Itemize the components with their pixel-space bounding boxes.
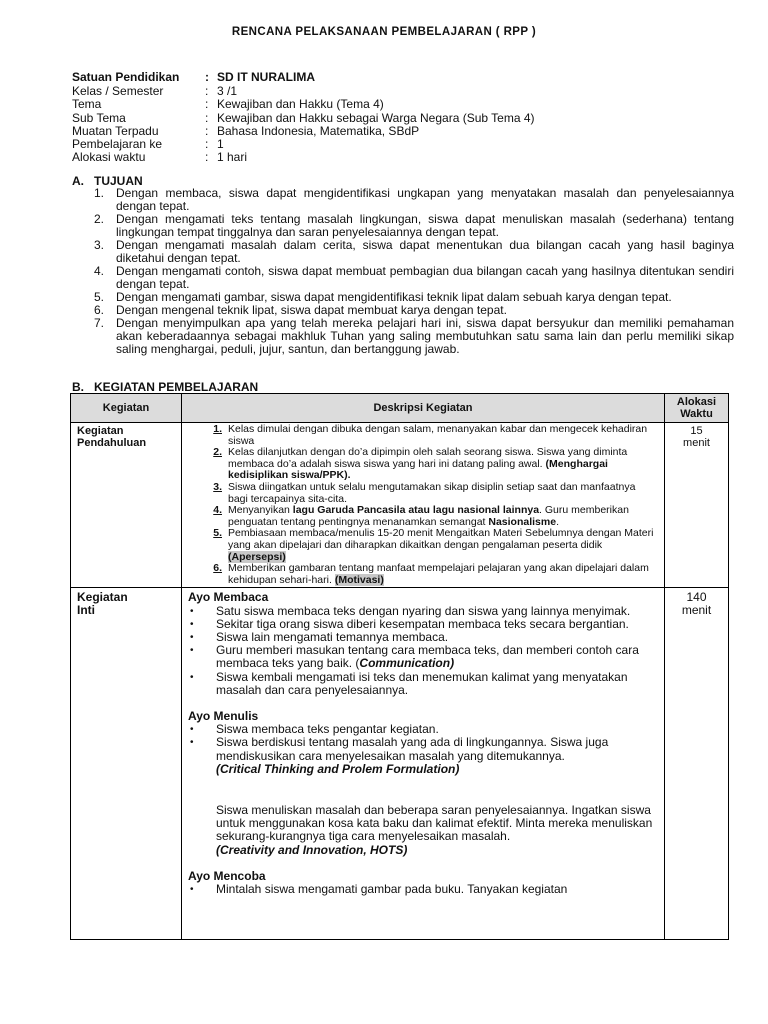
goal-text: Dengan mengamati masalah dalam cerita, siswa dapat menentukan dua bilangan cacah yang hasil baginya diketahui dengan tepat. <box>116 238 734 265</box>
step-text: Kelas dimulai dengan dibuka dengan salam, menanyakan kabar dan mengecek kehadiran siswa <box>228 423 648 447</box>
header-activity: Kegiatan <box>71 394 182 423</box>
section-b-heading <box>72 380 258 394</box>
identity-label: Tema <box>72 97 102 112</box>
item-text: Siswa membaca teks pengantar kegiatan. <box>216 722 439 737</box>
goal-number: 7. <box>94 316 105 330</box>
list-item <box>182 424 658 447</box>
bullet: • <box>190 631 194 643</box>
list-item <box>182 447 658 482</box>
pendahuluan-label: Kegiatan Pendahuluan <box>71 423 182 588</box>
inti-label <box>71 588 182 940</box>
ayo-menulis-heading: Ayo Menulis <box>188 708 259 723</box>
identity-separator: : <box>205 123 209 138</box>
time-value: 15 <box>690 425 703 437</box>
inti-description <box>182 588 665 940</box>
step-emphasis: lagu Garuda Pancasila atau lagu nasional lainnya <box>292 504 540 517</box>
goal-number: 1. <box>94 186 105 200</box>
step-tag: (Motivasi) <box>334 573 384 586</box>
identity-row-time <box>72 151 535 164</box>
identity-label: Muatan Terpadu <box>72 123 159 138</box>
pendahuluan-description <box>182 423 665 588</box>
time-value: 140 <box>686 590 707 605</box>
bullet: • <box>190 645 194 657</box>
identity-separator: : <box>205 70 209 84</box>
goal-number: 4. <box>94 264 105 278</box>
goal-text: Dengan membaca, siswa dapat mengidentifikasi ungkapan yang menyatakan masalah dan penyelesaiannya dengan tepat. <box>116 186 734 213</box>
page-title: RENCANA PELAKSANAAN PEMBELAJARAN ( RPP ) <box>231 26 537 38</box>
identity-block <box>72 71 535 164</box>
list-item <box>182 528 658 563</box>
item-text: Siswa kembali mengamati isi teks dan menemukan kalimat yang menyatakan masalah dan cara penyelesaiannya. <box>216 669 628 697</box>
identity-separator: : <box>205 84 209 99</box>
item-text: Mintalah siswa mengamati gambar pada buku. Tanyakan kegiatan <box>216 881 568 896</box>
goal-text: Dengan mengamati teks tentang masalah lingkungan, siswa dapat menuliskan masalah (sederhana) tentang lingkungan tempat tinggalnya dan saran penyelesaiannya dengan tepat. <box>116 212 734 239</box>
goal-number: 5. <box>94 290 105 304</box>
goal-text: Dengan mengamati contoh, siswa dapat membuat pembagian dua bilangan cacah yang hasilnya ditentukan sendiri dengan tepat. <box>116 264 734 291</box>
header-time: Alokasi Waktu <box>665 394 729 423</box>
goal-number: 3. <box>94 238 105 252</box>
step-text: Pembiasaan membaca/menulis 15-20 menit Mengaitkan Materi Sebelumnya dengan Materi yang akan dipelajari dan diharapkan dikaitkan dengan pengalaman peserta didik <box>228 527 654 551</box>
step-emphasis-2: Nasionalisme <box>488 515 557 528</box>
ayo-membaca-list <box>188 605 658 697</box>
list-item <box>188 605 658 618</box>
goal-text: Dengan menyimpulkan apa yang telah mereka pelajari hari ini, siswa dapat bersyukur dan memiliki pemahaman akan keberadaannya sebagai makhluk Tuhan yang saling membutuhkan satu sama lain dan perlu memiliki sikap saling menghargai, peduli, jujur, santun, dan bertanggung jawab. <box>116 316 734 356</box>
goal-item <box>94 187 734 213</box>
table-row-inti <box>71 588 729 940</box>
goal-item <box>94 239 734 265</box>
goal-item <box>94 317 734 356</box>
list-item <box>188 644 658 670</box>
list-item <box>188 736 658 776</box>
item-emphasis: Communication) <box>359 656 455 671</box>
item-text: Satu siswa membaca teks dengan nyaring dan siswa yang lainnya menyimak. <box>216 603 631 618</box>
goal-number: 2. <box>94 212 105 226</box>
identity-label: Kelas / Semester <box>72 84 164 99</box>
identity-separator: : <box>205 110 209 125</box>
inti-time <box>665 588 729 940</box>
item-text: Sekitar tiga orang siswa diberi kesempatan membaca teks secara bergantian. <box>216 616 629 631</box>
identity-value: Kewajiban dan Hakku sebagai Warga Negara (Sub Tema 4) <box>217 110 535 125</box>
time-unit: menit <box>683 437 710 449</box>
ayo-mencoba-list <box>188 883 658 896</box>
identity-value: 1 <box>217 137 224 152</box>
goal-text: Dengan mengamati gambar, siswa dapat mengidentifikasi teknik lipat dalam sebuah karya dengan tepat. <box>116 290 672 304</box>
item-emphasis: (Creativity and Innovation, HOTS) <box>216 842 408 857</box>
identity-label: Pembelajaran ke <box>72 137 163 152</box>
step-number: 6. <box>213 562 222 575</box>
inti-label-line2: Inti <box>77 603 95 618</box>
identity-value: Kewajiban dan Hakku (Tema 4) <box>217 97 384 112</box>
identity-value: SD IT NURALIMA <box>217 70 315 84</box>
goal-text: Dengan mengenal teknik lipat, siswa dapat membuat karya dengan tepat. <box>116 303 507 317</box>
bullet: • <box>190 618 194 630</box>
table-row-pendahuluan <box>71 423 729 588</box>
bullet: • <box>190 737 194 749</box>
table-header-row <box>71 394 729 423</box>
bullet: • <box>190 671 194 683</box>
item-emphasis: (Critical Thinking and Prolem Formulation) <box>216 761 460 776</box>
list-item <box>188 883 658 896</box>
step-text-pre: Menyanyikan <box>228 504 293 517</box>
identity-row-subtheme <box>72 112 535 125</box>
list-item <box>188 618 658 631</box>
goal-item <box>94 213 734 239</box>
section-number: A. <box>72 174 84 188</box>
identity-row-theme <box>72 98 535 111</box>
identity-label: Sub Tema <box>72 110 126 125</box>
step-tag: (Apersepsi) <box>228 550 286 563</box>
goal-item <box>94 265 734 291</box>
item-text: Guru memberi masukan tentang cara membaca teks, dan memberi contoh cara membaca teks yang baik. ( <box>216 643 639 671</box>
goal-number: 6. <box>94 303 105 317</box>
step-number: 3. <box>213 480 222 493</box>
bullet: • <box>190 605 194 617</box>
section-title: TUJUAN <box>94 174 143 188</box>
list-item <box>188 671 658 697</box>
list-item <box>182 563 658 586</box>
item-text: Siswa lain mengamati temannya membaca. <box>216 629 449 644</box>
section-number: B. <box>72 380 84 394</box>
ayo-menulis-list <box>188 723 658 776</box>
step-text: Memberikan gambaran tentang manfaat mempelajari pelajaran yang akan dipelajari dalam kehidupan sehari-hari. <box>228 562 649 586</box>
identity-value: 1 hari <box>217 150 248 165</box>
ayo-mencoba-heading: Ayo Mencoba <box>188 868 266 883</box>
identity-row-school <box>72 71 535 84</box>
step-number: 2. <box>213 446 222 459</box>
step-text-post: . <box>556 515 559 528</box>
list-item <box>182 482 658 505</box>
section-title: KEGIATAN PEMBELAJARAN <box>94 380 259 394</box>
step-text: . Guru memberikan penguatan tentang pentingnya menanamkan semangat <box>228 504 629 528</box>
item-text: Siswa menuliskan masalah dan beberapa saran penyelesaiannya. Ingatkan siswa untuk menggunakan kosa kata baku dan kalimat efektif. Minta mereka menuliskan sekurang-kurangnya tiga cara menyelesaikan masalah. <box>216 802 653 844</box>
item-text: Siswa berdiskusi tentang masalah yang ada di lingkungannya. Siswa juga mendiskusikan cara menyelesaikan masalah yang ditemukannya. <box>216 735 609 763</box>
step-number: 5. <box>213 527 222 540</box>
identity-value: 3 /1 <box>217 84 238 99</box>
step-emphasis: (Menghargai kedisiplikan siswa/PPK). <box>228 457 608 482</box>
pendahuluan-steps <box>182 423 664 587</box>
identity-separator: : <box>205 150 209 165</box>
bullet: • <box>190 724 194 736</box>
goals-list <box>94 187 734 356</box>
identity-label: Satuan Pendidikan <box>72 70 180 84</box>
identity-separator: : <box>205 97 209 112</box>
step-text: Kelas dilanjutkan dengan do’a dipimpin oleh salah seorang siswa. Siswa yang diminta membaca do’a adalah siswa siswa yang hari ini datang paling awal. <box>228 446 628 470</box>
ayo-membaca-heading: Ayo Membaca <box>188 590 269 605</box>
bullet: • <box>190 883 194 895</box>
header-description: Deskripsi Kegiatan <box>182 394 665 423</box>
time-unit: menit <box>681 603 712 618</box>
identity-separator: : <box>205 137 209 152</box>
step-number: 1. <box>213 423 222 435</box>
identity-label: Alokasi waktu <box>72 150 146 165</box>
identity-value: Bahasa Indonesia, Matematika, SBdP <box>217 123 420 138</box>
inti-label-line1: Kegiatan <box>77 590 128 605</box>
step-number: 4. <box>213 504 222 517</box>
ayo-menulis-paragraph <box>188 804 658 857</box>
activities-table <box>70 393 729 940</box>
step-text: Siswa diingatkan untuk selalu mengutamakan sikap disiplin setiap saat dan manfaatnya bagi tercapainya sita-cita. <box>228 480 636 505</box>
list-item <box>182 505 658 528</box>
pendahuluan-time <box>665 423 729 588</box>
